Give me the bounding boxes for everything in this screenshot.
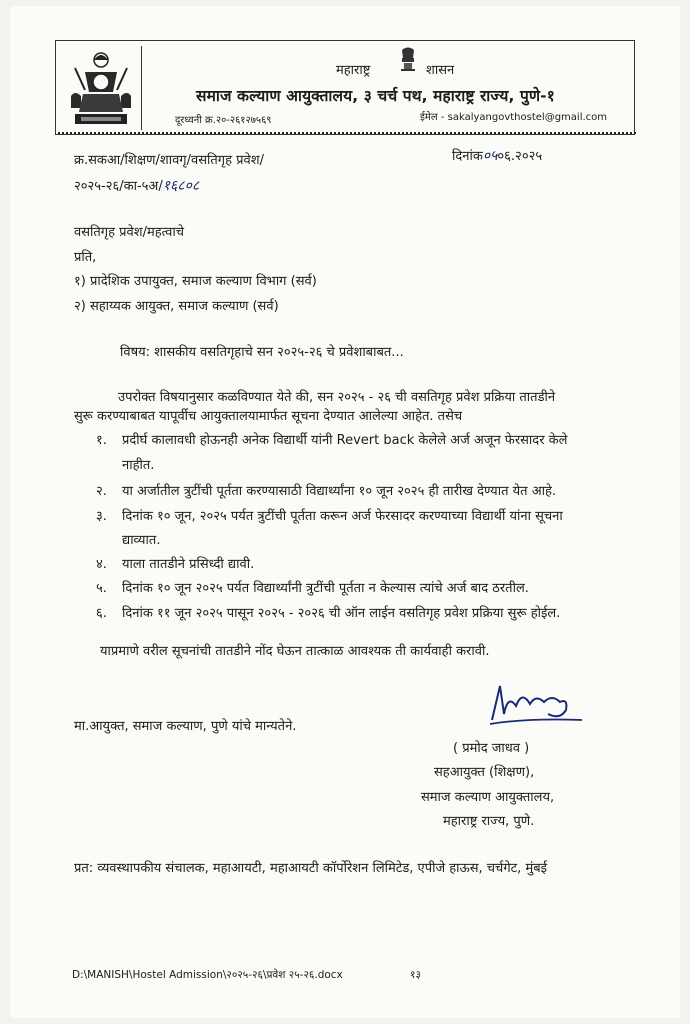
signatory-designation: सहआयुक्त (शिक्षण),: [434, 765, 535, 780]
signatory-office: समाज कल्याण आयुक्तालय,: [421, 790, 555, 805]
header-phone: दूरध्वनी क्र.२०-२६१२७५६९: [175, 115, 272, 126]
addressee-2: २) सहाय्यक आयुक्त, समाज कल्याण (सर्व): [74, 299, 279, 314]
header-divider: [58, 132, 636, 134]
approval-line: मा.आयुक्त, समाज कल्याण, पुणे यांचे मान्यतेने.: [74, 719, 297, 734]
point-text: दिनांक १० जून, २०२५ पर्यत त्रुटींची पूर्तता करून अर्ज फेरसादर करण्याच्या विद्यार्थी यांना सूचना: [122, 509, 563, 524]
point-text: याला तातडीने प्रसिध्दी द्यावी.: [122, 557, 255, 572]
point-number: ६.: [96, 606, 107, 621]
prati-label: प्रति,: [74, 250, 97, 265]
header-shasan: शासन: [426, 63, 455, 78]
vishay-line: विषय: शासकीय वसतिगृहाचे सन २०२५-२६ चे प्रवेशाबाबत...: [120, 345, 404, 360]
date-handwritten: ०५: [482, 148, 498, 164]
state-emblem-icon: [398, 46, 418, 72]
point-text: या अर्जातील त्रुटींची पूर्तता करण्यासाठी विद्यार्थ्यांना १० जून २०२५ ही तारीख देण्यात येत आहे.: [122, 484, 557, 499]
footer-file-path: D:\MANISH\Hostel Admission\२०२५-२६\प्रवेश २५-२६.docx: [72, 969, 343, 981]
reference-number-printed: २०२५-२६/का-५अ/: [74, 179, 163, 194]
closing-line: याप्रमाणे वरील सूचनांची तातडीने नोंद घेऊन तात्काळ आवश्यक ती कार्यवाही करावी.: [100, 644, 490, 659]
point-number: ४.: [96, 557, 107, 572]
reference-number-handwritten: १६८०८: [162, 178, 200, 194]
office-title: समाज कल्याण आयुक्तालय, ३ चर्च पथ, महाराष्ट्र राज्य, पुणे-१: [196, 87, 555, 105]
handwritten-signature: [486, 680, 586, 730]
department-seal-icon: [61, 46, 142, 130]
point-text: दिनांक १० जून २०२५ पर्यत विद्यार्थ्यांनी त्रुटींची पूर्तता न केल्यास त्यांचे अर्ज बाद ठरतील.: [122, 581, 529, 596]
addressee-1: १) प्रादेशिक उपायुक्त, समाज कल्याण विभाग (सर्व): [74, 274, 317, 289]
signatory-name: ( प्रमोद जाधव ): [453, 741, 530, 756]
point-number: २.: [96, 484, 107, 499]
point-text: द्याव्यात.: [122, 533, 161, 548]
copy-to-line: प्रत: व्यवस्थापकीय संचालक, महाआयटी, महाआयटी कॉर्पोरेशन लिमिटेड, एपीजे हाऊस, चर्चगेट, मुंबई: [74, 861, 548, 876]
date-rest: ०६.२०२५: [497, 149, 543, 164]
point-text: नाहीत.: [122, 458, 155, 473]
reference-line-1: क्र.सकआ/शिक्षण/शावगृ/वसतिगृह प्रवेश/: [74, 153, 264, 168]
point-text: दिनांक ११ जून २०२५ पासून २०२५ - २०२६ ची ऑन लाईन वसतिगृह प्रवेश प्रक्रिया सुरू होईल.: [122, 606, 561, 621]
paragraph-line-1: उपरोक्त विषयानुसार कळविण्यात येते की, सन २०२५ - २६ ची वसतिगृह प्रवेश प्रक्रिया तातडीने: [118, 390, 556, 405]
date-label: दिनांक: [452, 149, 483, 164]
reference-line-2: [74, 176, 199, 195]
point-number: १.: [96, 433, 107, 448]
footer-page-number: १३: [410, 969, 421, 981]
point-number: ५.: [96, 581, 107, 596]
header-email: ईमेल - sakalyangovthostel@gmail.com: [420, 112, 608, 123]
point-number: ३.: [96, 509, 107, 524]
header-maharashtra: महाराष्ट्र: [336, 63, 371, 78]
point-text: प्रदीर्घ कालावधी होऊनही अनेक विद्यार्थी यांनी Revert back केलेले अर्ज अजून फेरसादर केले: [122, 433, 568, 448]
subject-heading: वसतिगृह प्रवेश/महत्वाचे: [74, 225, 184, 240]
paragraph-line-2: सुरू करण्याबाबत यापूर्वीच आयुक्तालयामार्फत सूचना देण्यात आलेल्या आहेत. तसेच: [74, 409, 463, 424]
letter-date: [452, 146, 542, 165]
signatory-place: महाराष्ट्र राज्य, पुणे.: [443, 814, 535, 829]
